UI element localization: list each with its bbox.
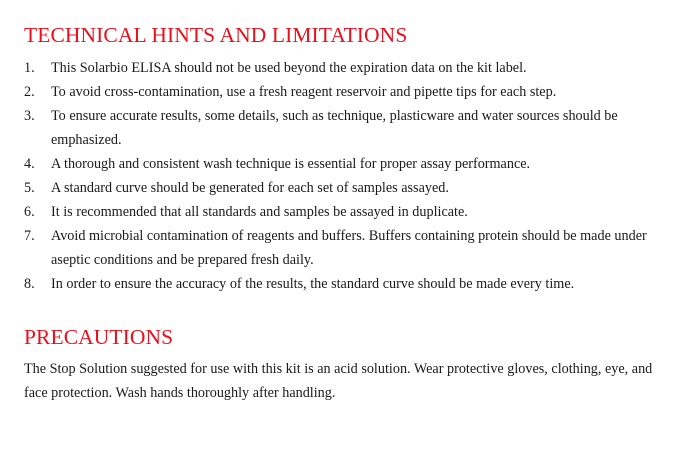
technical-hints-heading: TECHNICAL HINTS AND LIMITATIONS bbox=[24, 23, 408, 47]
list-item-number: 2. bbox=[24, 84, 35, 100]
list-item bbox=[24, 152, 670, 176]
precautions-heading: PRECAUTIONS bbox=[24, 325, 174, 349]
list-item-text: It is recommended that all standards and samples be assayed in duplicate. bbox=[51, 204, 468, 220]
list-item-text: A thorough and consistent wash technique is essential for proper assay performance. bbox=[51, 156, 531, 172]
list-item-text: In order to ensure the accuracy of the results, the standard curve should be made every time. bbox=[51, 276, 575, 292]
list-item-text: To ensure accurate results, some details, such as technique, plasticware and water sources should be emphasized. bbox=[51, 108, 618, 148]
list-item bbox=[24, 272, 670, 296]
list-item-number: 5. bbox=[24, 180, 35, 196]
list-item-number: 6. bbox=[24, 204, 35, 220]
list-item bbox=[24, 176, 670, 200]
list-item bbox=[24, 200, 670, 224]
list-item-text: To avoid cross-contamination, use a fresh reagent reservoir and pipette tips for each step. bbox=[51, 84, 557, 100]
list-item bbox=[24, 80, 670, 104]
list-item-number: 8. bbox=[24, 276, 35, 292]
list-item-number: 3. bbox=[24, 108, 35, 124]
list-item-text: A standard curve should be generated for each set of samples assayed. bbox=[51, 180, 449, 196]
list-item bbox=[24, 104, 670, 152]
technical-hints-list bbox=[24, 56, 670, 296]
list-item bbox=[24, 224, 670, 272]
precautions-paragraph: The Stop Solution suggested for use with this kit is an acid solution. Wear protective gloves, clothing, eye, and face protection. Wash hands thoroughly after handling. bbox=[24, 361, 653, 401]
list-item-number: 4. bbox=[24, 156, 35, 172]
list-item-number: 1. bbox=[24, 60, 35, 76]
list-item-number: 7. bbox=[24, 228, 35, 244]
list-item bbox=[24, 56, 670, 80]
list-item-text: Avoid microbial contamination of reagents and buffers. Buffers containing protein should be made under aseptic conditions and be prepared fresh daily. bbox=[51, 228, 647, 268]
list-item-text: This Solarbio ELISA should not be used beyond the expiration data on the kit label. bbox=[51, 60, 527, 76]
